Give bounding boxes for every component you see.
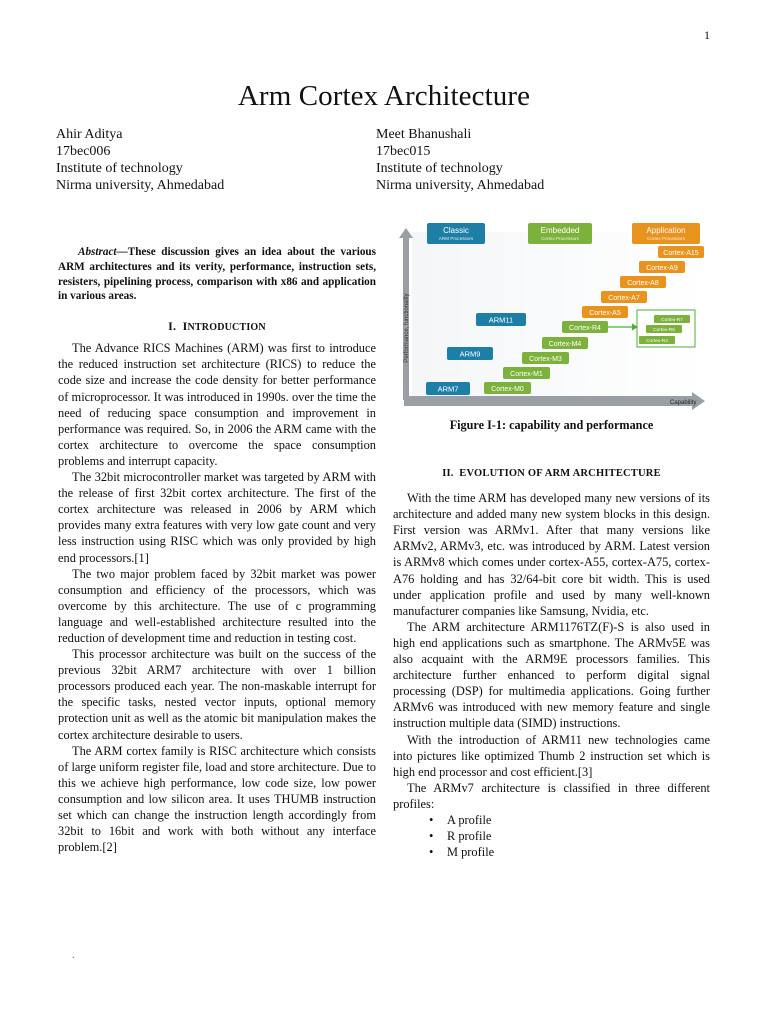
block-arm11: [476, 313, 526, 326]
block-cortex-a7: [601, 291, 647, 303]
block-cortex-m0: [484, 382, 531, 394]
section-numeral: II.: [442, 468, 454, 479]
svg-text:Cortex-M3: Cortex-M3: [529, 356, 562, 363]
figure-caption: Figure I-1: capability and performance: [449, 418, 654, 432]
author-university: Nirma university, Ahmedabad: [376, 178, 545, 193]
svg-text:Cortex-R4: Cortex-R4: [569, 325, 601, 332]
evolution-paragraph-4: The ARMv7 architecture is classified in three different profiles:: [393, 780, 710, 811]
list-item: • M profile: [429, 844, 710, 860]
heading-rest: NTRODUCTION: [187, 322, 266, 334]
block-cortex-a5: [582, 306, 628, 318]
block-cortex-a8: [620, 276, 666, 288]
svg-text:ARM11: ARM11: [488, 315, 514, 325]
page-number: 1: [704, 28, 710, 42]
author-name: Ahir Aditya: [56, 127, 123, 142]
profile-list: [429, 812, 710, 860]
intro-paragraph-1: The Advance RICS Machines (ARM) was first to introduce the reduced instruction set architecture (RICS) to reduce the code size and increase the code density for better performance of microprocessor. It was introduced in 1990s. over the time the need of reducing space consumption and improvement in performance was required. So, in 2006 the ARM came with the cortex architecture to overcome the space consumption problems and interrupt capacity.: [58, 341, 376, 468]
intro-paragraph-5: The ARM cortex family is RISC architecture which consists of large uniform register file, load and store architecture. Due to this we achieve high performance, low code size, low power consumption and low silicon area. It uses THUMB instruction set which can change the instruction length accordingly from 32bit to 16bit and work with both without any interface problem.[2]: [58, 743, 376, 855]
block-cortex-a9: [639, 261, 685, 273]
block-arm7: [426, 382, 470, 395]
abstract-label: Abstract: [78, 246, 117, 258]
arm-processor-roadmap-figure: [396, 218, 708, 414]
category-classic: [427, 223, 485, 244]
author-institute: Institute of technology: [376, 161, 503, 176]
block-cortex-r4: [562, 321, 608, 333]
footer-mark: .: [72, 950, 75, 961]
svg-text:Cortex Processors: Cortex Processors: [541, 236, 579, 241]
page-title: Arm Cortex Architecture: [237, 80, 531, 112]
svg-text:Application: Application: [646, 226, 686, 235]
block-cortex-a15: [658, 246, 704, 258]
svg-text:Cortex-A15: Cortex-A15: [663, 250, 699, 257]
abstract-text: —These discussion gives an idea about the various ARM architectures and its verity, performance, instruction sets, resisters, pipelining process, comparison with x86 and application in various areas.: [58, 246, 376, 303]
abstract: [58, 245, 376, 304]
list-item: • A profile: [429, 812, 710, 828]
svg-text:Cortex-M1: Cortex-M1: [510, 371, 543, 378]
svg-text:Cortex-A5: Cortex-A5: [589, 310, 621, 317]
evolution-paragraph-1: With the time ARM has developed many new versions of its architecture and added many new system blocks in this design. First version was ARMv1. After that many versions like ARMv2, ARMv3, etc. was introduced by ARM. Latest version is ARMv8 which comes under cortex-A55, cortex-A75, cortex-A76 holding and has 32/64-bit core bit width. This is used under application profile and used by many well-known manufacturer companies like Samsung, Nvidia, etc.: [393, 491, 710, 618]
evolution-paragraph-3: With the introduction of ARM11 new technologies came into pictures like optimized Thumb 2 instruction set which is high end processor and cost efficient.[3]: [393, 732, 710, 779]
block-cortex-r4-small: Cortex-R4: [646, 339, 668, 344]
y-axis-label: Performance, functionality: [404, 293, 410, 363]
right-column: [393, 466, 710, 860]
category-application: [632, 223, 700, 244]
category-embedded: [528, 223, 592, 244]
realtime-group: [637, 310, 695, 347]
svg-text:ARM9: ARM9: [459, 349, 481, 359]
svg-text:Cortex-M4: Cortex-M4: [548, 341, 582, 348]
block-cortex-r7: Cortex-R7: [661, 318, 683, 323]
svg-text:Cortex-A9: Cortex-A9: [646, 265, 678, 272]
author-block-2: [376, 126, 544, 194]
block-cortex-m1: [503, 367, 550, 379]
heading-initial: I: [182, 319, 188, 334]
section-heading-introduction: [58, 318, 376, 336]
svg-text:Classic: Classic: [443, 226, 469, 235]
author-id: 17bec006: [56, 144, 111, 159]
svg-text:ARM Processors: ARM Processors: [438, 236, 474, 241]
author-institute: Institute of technology: [56, 161, 183, 176]
author-university: Nirma university, Ahmedabad: [56, 178, 225, 193]
svg-text:Cortex-A8: Cortex-A8: [627, 280, 659, 287]
svg-text:Cortex-A7: Cortex-A7: [608, 295, 640, 302]
section-numeral: I.: [168, 319, 177, 334]
author-name: Meet Bhanushali: [376, 127, 472, 142]
intro-paragraph-2: The 32bit microcontroller market was targeted by ARM with the release of first 32bit cortex architecture. The first of the cortex architecture was released in 2006 by ARM which provides many extra features with very low gate count and very less instruction using RISC which was only provided by high end processors.[1]: [58, 470, 376, 565]
section-heading-evolution: [393, 466, 710, 482]
left-column: [58, 245, 376, 855]
heading-text: EVOLUTION OF ARM ARCHITECTURE: [459, 468, 661, 479]
list-item: • R profile: [429, 828, 710, 844]
svg-text:Cortex-M0: Cortex-M0: [491, 386, 524, 393]
block-arm9: [447, 347, 493, 360]
x-axis-label: Capability: [670, 400, 697, 406]
svg-text:ARM7: ARM7: [437, 384, 459, 394]
evolution-paragraph-2: The ARM architecture ARM1176TZ(F)-S is also used in high end applications such as smartphone. The ARMv5E was also acquaint with the ARM9E processors families. This architecture further enhanced to perform digital signal processing (DSP) for multimedia applications. Going further ARMv6 was introduced with new memory feature and single instruction multiple data (SIMD) instructions.: [393, 619, 710, 731]
author-id: 17bec015: [376, 144, 431, 159]
roadmap-diagram: [396, 218, 708, 414]
author-block-1: [56, 126, 224, 194]
block-cortex-m3: [522, 352, 569, 364]
svg-text:Cortex Processors: Cortex Processors: [647, 236, 685, 241]
svg-text:Embedded: Embedded: [540, 226, 580, 235]
block-cortex-m4: [542, 337, 588, 349]
intro-paragraph-3: The two major problem faced by 32bit market was power consumption and efficiency of the processors, which was overcome by this architecture. The use of c programming language and well-established architecture resulted into the reduction of development time and reduction in testing cost.: [58, 566, 376, 645]
block-cortex-r5: Cortex-R5: [653, 328, 675, 333]
intro-paragraph-4: This processor architecture was built on the success of the previous 32bit ARM7 architecture with over 1 billion processors produced each year. The non-maskable interrupt for the specific tasks, nested vector inputs, optional memory protection unit as well as the atomic bit manipulation makes the cortex architecture desirable to users.: [58, 647, 376, 742]
